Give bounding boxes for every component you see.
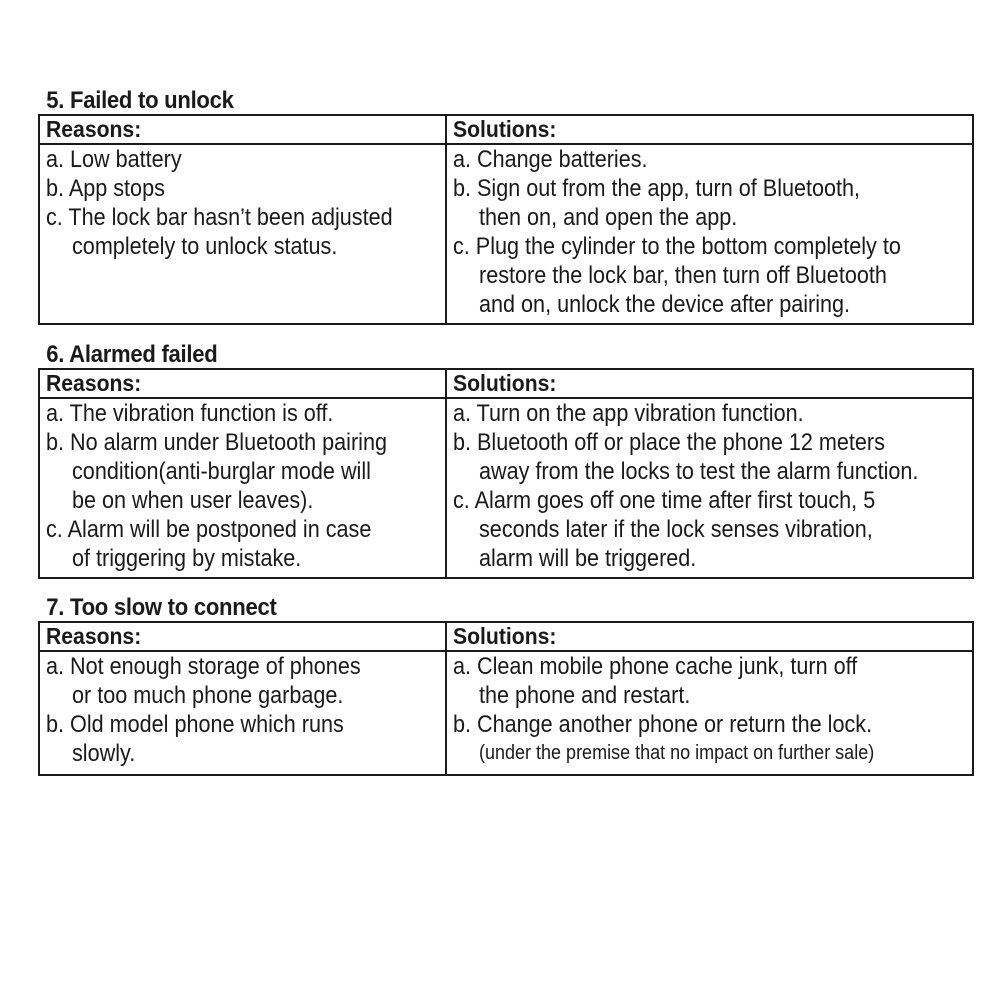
reason-line: a. Low battery [46, 146, 182, 173]
reason-line: or too much phone garbage. [72, 682, 344, 709]
solution-line: alarm will be triggered. [479, 545, 697, 572]
section-title: 6. Alarmed failed [46, 341, 218, 368]
reasons-cell [39, 144, 446, 324]
reasons-header: Reasons: [39, 369, 446, 398]
solution-line: c. Alarm goes off one time after first touch, 5 [453, 487, 876, 514]
solutions-header: Solutions: [446, 369, 973, 398]
section-too-slow-to-connect [38, 595, 972, 776]
solutions-header: Solutions: [446, 622, 973, 651]
troubleshooting-table [38, 368, 974, 579]
troubleshooting-table [38, 621, 974, 776]
solution-line: a. Turn on the app vibration function. [453, 400, 804, 427]
solution-line: c. Plug the cylinder to the bottom completely to [453, 233, 901, 260]
solutions-header: Solutions: [446, 115, 973, 144]
reason-line: condition(anti-burglar mode will [72, 458, 371, 485]
section-title: 5. Failed to unlock [46, 87, 234, 114]
reason-line: a. The vibration function is off. [46, 400, 334, 427]
solution-line: restore the lock bar, then turn off Bluetooth [479, 262, 887, 289]
solution-line: b. Change another phone or return the lock. [453, 711, 873, 738]
solution-line: a. Clean mobile phone cache junk, turn off [453, 653, 858, 680]
solution-line: a. Change batteries. [453, 146, 648, 173]
section-title: 7. Too slow to connect [46, 594, 277, 621]
reason-line: completely to unlock status. [72, 233, 338, 260]
solution-line: the phone and restart. [479, 682, 691, 709]
solution-line: and on, unlock the device after pairing. [479, 291, 851, 318]
reason-line: be on when user leaves). [72, 487, 314, 514]
solution-line: b. Bluetooth off or place the phone 12 meters [453, 429, 885, 456]
reason-line: b. No alarm under Bluetooth pairing [46, 429, 388, 456]
reason-line: a. Not enough storage of phones [46, 653, 361, 680]
reason-line: b. Old model phone which runs [46, 711, 344, 738]
reason-line: b. App stops [46, 175, 165, 202]
solutions-cell [446, 144, 973, 324]
reasons-cell [39, 398, 446, 578]
reasons-cell [39, 651, 446, 775]
solution-line: away from the locks to test the alarm function. [479, 458, 919, 485]
solution-line: then on, and open the app. [479, 204, 738, 231]
solution-line: b. Sign out from the app, turn of Bluetooth, [453, 175, 861, 202]
reasons-header: Reasons: [39, 622, 446, 651]
reason-line: c. Alarm will be postponed in case [46, 516, 372, 543]
troubleshooting-table [38, 114, 974, 325]
section-failed-to-unlock [38, 88, 972, 325]
section-alarmed-failed [38, 342, 972, 579]
reasons-header: Reasons: [39, 115, 446, 144]
solutions-cell [446, 398, 973, 578]
reason-line: of triggering by mistake. [72, 545, 302, 572]
solution-line: seconds later if the lock senses vibration, [479, 516, 873, 543]
reason-line: c. The lock bar hasn’t been adjusted [46, 204, 393, 231]
reason-line: slowly. [72, 740, 136, 767]
solution-note: (under the premise that no impact on further sale) [479, 742, 875, 764]
solutions-cell [446, 651, 973, 775]
